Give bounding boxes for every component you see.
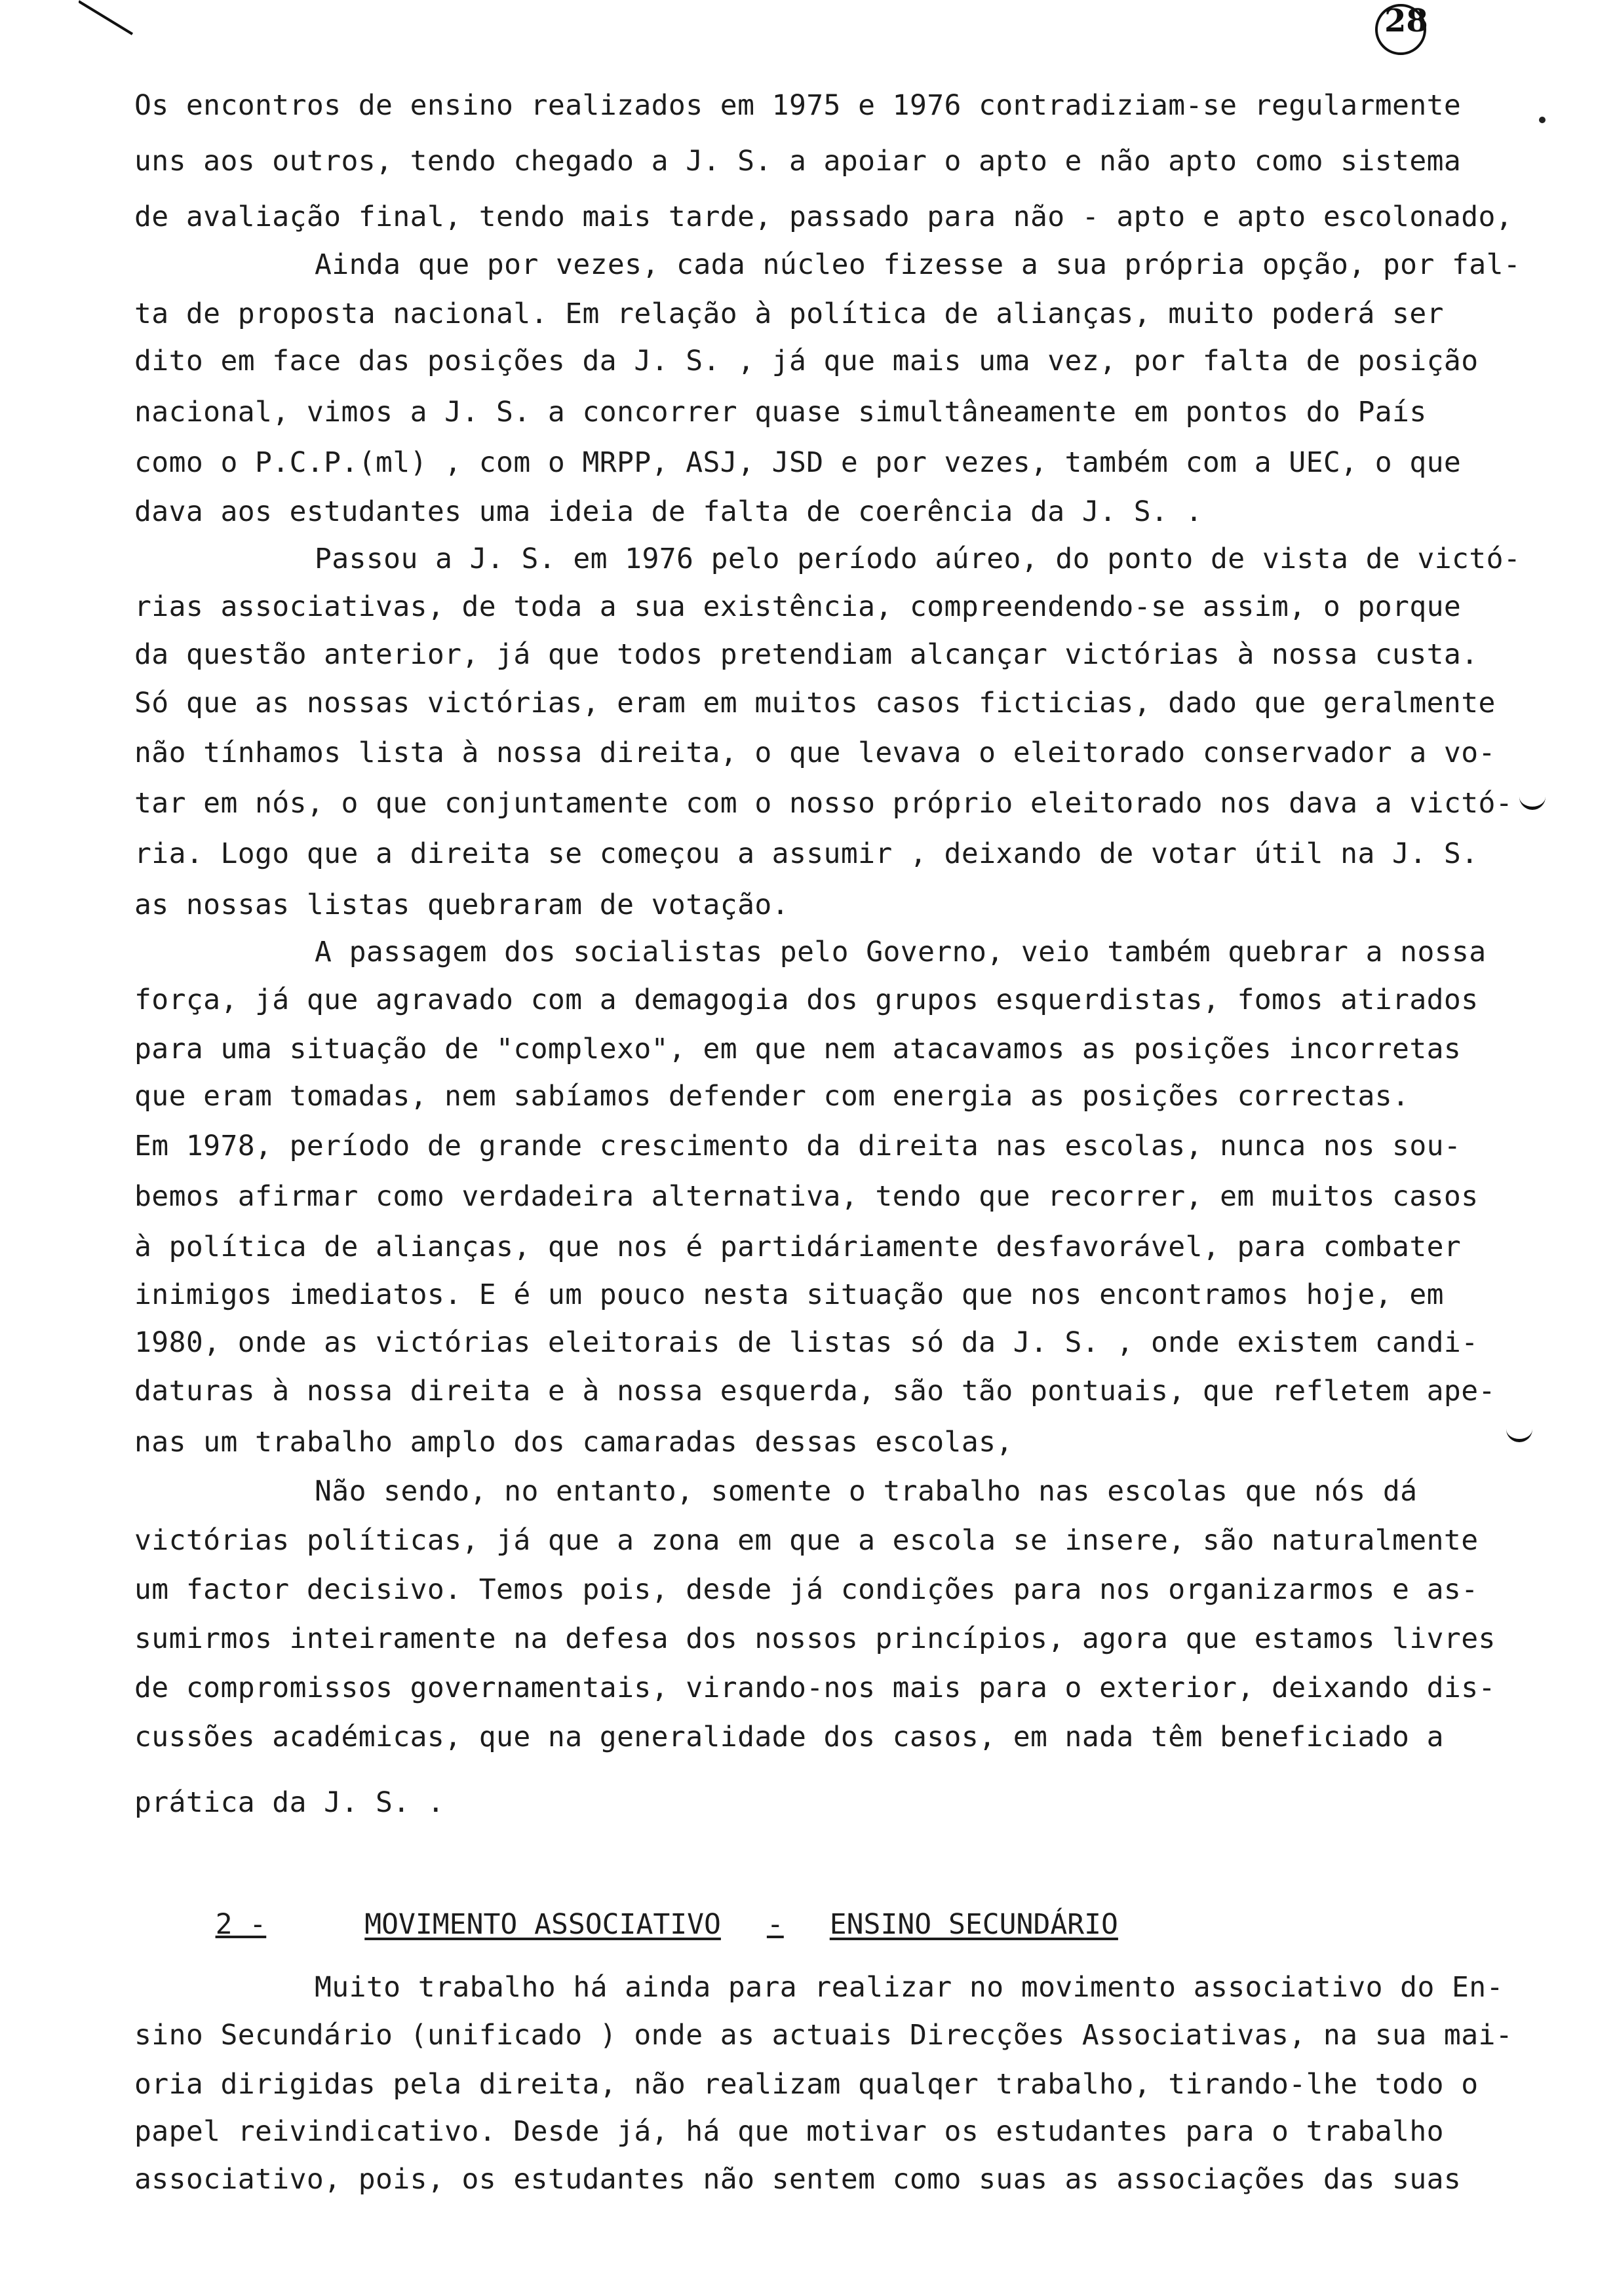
text-line: sino Secundário (unificado ) onde as actuais Direcções Associativas, na sua mai- [134, 2019, 1513, 2052]
text-line: rias associativas, de toda a sua existência, compreendendo-se assim, o porque [134, 590, 1462, 623]
text-line: dito em face das posições da J. S. , já que mais uma vez, por falta de posição [134, 345, 1479, 377]
text-line: Muito trabalho há ainda para realizar no movimento associativo do En- [315, 1971, 1504, 2004]
text-line: oria dirigidas pela direita, não realizam qualqer trabalho, tirando-lhe todo o [134, 2068, 1479, 2101]
text-line: 1980, onde as victórias eleitorais de listas só da J. S. , onde existem candi- [134, 1326, 1479, 1359]
text-line: nas um trabalho amplo dos camaradas dessas escolas, [134, 1426, 1013, 1459]
section-title-main: MOVIMENTO ASSOCIATIVO [364, 1908, 721, 1941]
text-line: A passagem dos socialistas pelo Governo, veio também quebrar a nossa [315, 936, 1487, 968]
text-line: bemos afirmar como verdadeira alternativa, tendo que recorrer, em muitos casos [134, 1180, 1479, 1213]
text-line: força, já que agravado com a demagogia dos grupos esquerdistas, fomos atirados [134, 984, 1479, 1016]
text-line: um factor decisivo. Temos pois, desde já condições para nos organizarmos e as- [134, 1573, 1479, 1606]
text-line: cussões académicas, que na generalidade dos casos, em nada têm beneficiado a [134, 1721, 1444, 1753]
text-line: tar em nós, o que conjuntamente com o nosso próprio eleitorado nos dava a victó- [134, 787, 1513, 820]
text-line: sumirmos inteiramente na defesa dos nossos princípios, agora que estamos livres [134, 1622, 1496, 1655]
margin-check-mark [1519, 790, 1546, 810]
text-line: Os encontros de ensino realizados em 1975 e 1976 contradiziam-se regularmente [134, 89, 1462, 122]
section-heading [147, 1875, 1118, 1974]
text-line: para uma situação de "complexo", em que nem atacavamos as posições incorretas [134, 1033, 1462, 1065]
text-line: que eram tomadas, nem sabíamos defender com energia as posições correctas. [134, 1080, 1410, 1113]
corner-pen-stroke [79, 0, 144, 39]
text-line: victórias políticas, já que a zona em que a escola se insere, são naturalmente [134, 1524, 1479, 1557]
text-line: à política de alianças, que nos é partidáriamente desfavorável, para combater [134, 1231, 1462, 1263]
section-separator: - [766, 1908, 784, 1941]
text-line: nacional, vimos a J. S. a concorrer quase simultâneamente em pontos do País [134, 396, 1427, 429]
text-line: da questão anterior, já que todos pretendiam alcançar victórias à nossa custa. [134, 638, 1479, 671]
text-line: prática da J. S. . [134, 1786, 445, 1819]
page-number [1384, 3, 1428, 39]
text-line: não tínhamos lista à nossa direita, o que levava o eleitorado conservador a vo- [134, 737, 1496, 769]
section-number: 2 - [215, 1908, 267, 1941]
page-number-circle [1375, 4, 1426, 55]
text-line: dava aos estudantes uma ideia de falta de coerência da J. S. . [134, 495, 1203, 528]
text-line: uns aos outros, tendo chegado a J. S. a apoiar o apto e não apto como sistema [134, 145, 1462, 178]
text-line: de compromissos governamentais, virando-nos mais para o exterior, deixando dis- [134, 1672, 1496, 1704]
text-line: ta de proposta nacional. Em relação à política de alianças, muito poderá ser [134, 297, 1444, 330]
text-line: como o P.C.P.(ml) , com o MRPP, ASJ, JSD e por vezes, também com a UEC, o que [134, 446, 1462, 479]
text-line: inimigos imediatos. E é um pouco nesta situação que nos encontramos hoje, em [134, 1278, 1444, 1311]
section-title-sub: ENSINO SECUNDÁRIO [829, 1908, 1118, 1941]
text-line: as nossas listas quebraram de votação. [134, 889, 789, 921]
text-line: Em 1978, período de grande crescimento da direita nas escolas, nunca nos sou- [134, 1130, 1462, 1162]
page-number-text: 28 [1384, 3, 1428, 39]
text-line: daturas à nossa direita e à nossa esquerda, são tão pontuais, que refletem ape- [134, 1375, 1496, 1407]
text-line: de avaliação final, tendo mais tarde, passado para não - apto e apto escolonado, [134, 201, 1513, 233]
text-line: associativo, pois, os estudantes não sentem como suas as associações das suas [134, 2163, 1462, 2196]
text-line: Não sendo, no entanto, somente o trabalho nas escolas que nós dá [315, 1475, 1418, 1508]
text-line: Passou a J. S. em 1976 pelo período aúreo, do ponto de vista de victó- [315, 543, 1521, 575]
text-line: Ainda que por vezes, cada núcleo fizesse a sua própria opção, por fal- [315, 248, 1521, 281]
text-line: ria. Logo que a direita se começou a assumir , deixando de votar útil na J. S. [134, 837, 1479, 870]
text-line: Só que as nossas victórias, eram em muitos casos ficticias, dado que geralmente [134, 687, 1496, 719]
margin-check-mark [1506, 1422, 1532, 1442]
margin-dot [1539, 117, 1546, 123]
text-line: papel reivindicativo. Desde já, há que motivar os estudantes para o trabalho [134, 2115, 1444, 2148]
